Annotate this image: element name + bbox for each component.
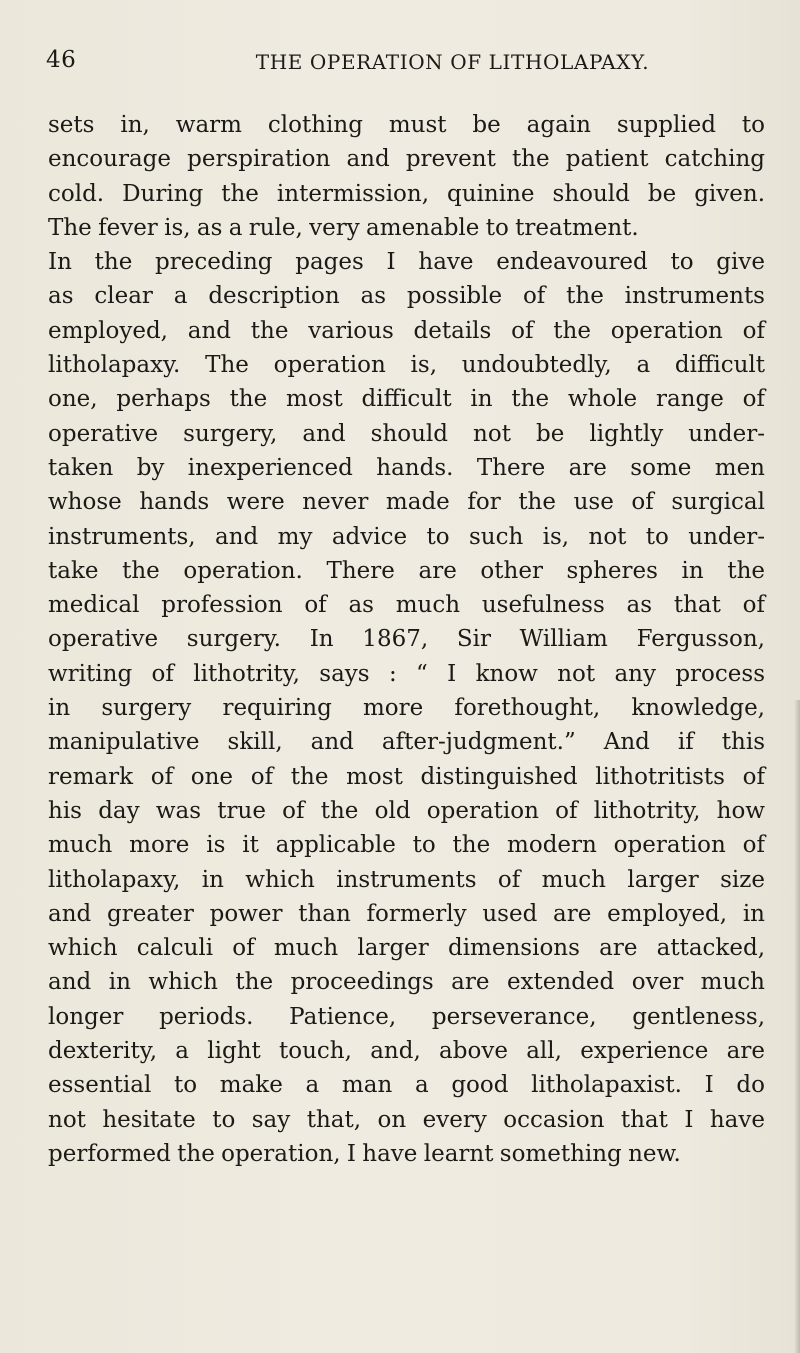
text-line: operative surgery. In 1867, Sir William Fergusson, (48, 626, 765, 653)
text-line: in surgery requiring more forethought, knowledge, (48, 695, 765, 722)
text-line: operative surgery, and should not be lightly under- (48, 420, 765, 447)
running-title: THE OPERATION OF LITHOLAPAXY. (255, 50, 650, 74)
text-line: his day was true of the old operation of lithotrity, how (48, 797, 765, 824)
text-line: medical profession of as much usefulness as that of (48, 592, 765, 619)
page-number: 46 (46, 47, 77, 73)
text-line: manipulative skill, and after-judgment.” And if this (48, 729, 765, 756)
text-line: instruments, and my advice to such is, not to under- (48, 523, 765, 550)
text-line: much more is it applicable to the modern operation of (48, 832, 765, 859)
text-line: sets in, warm clothing must be again supplied to (48, 112, 765, 138)
text-line: not hesitate to say that, on every occasion that I have (48, 1106, 765, 1133)
text-line: cold. During the intermission, quinine should be given. (48, 180, 765, 207)
page-edge-shadow (794, 700, 800, 1353)
text-line: In the preceding pages I have endeavoured to give (48, 249, 765, 276)
text-line: litholapaxy, in which instruments of much larger size (48, 866, 765, 893)
text-line: dexterity, a light touch, and, above all, experience are (48, 1038, 765, 1065)
text-line: take the operation. There are other spheres in the (48, 557, 765, 584)
text-line: and in which the proceedings are extended over much (48, 969, 765, 996)
text-line: remark of one of the most distinguished lithotritists of (48, 763, 765, 790)
text-line: as clear a description as possible of the instruments (48, 283, 765, 310)
text-line: essential to make a man a good litholapaxist. I do (48, 1072, 765, 1099)
text-line: and greater power than formerly used are employed, in (48, 900, 765, 927)
text-line: longer periods. Patience, perseverance, gentleness, (48, 1003, 765, 1030)
body-text (48, 108, 765, 1171)
text-line: one, perhaps the most difficult in the whole range of (48, 386, 765, 413)
text-line: The fever is, as a rule, very amenable to treatment. (48, 214, 639, 241)
text-line: performed the operation, I have learnt something new. (48, 1140, 681, 1167)
text-line: which calculi of much larger dimensions are attacked, (48, 935, 765, 962)
text-line: litholapaxy. The operation is, undoubtedly, a difficult (48, 352, 765, 379)
text-line: writing of lithotrity, says : “ I know not any process (48, 660, 765, 687)
text-line: taken by inexperienced hands. There are some men (48, 454, 765, 481)
text-line: encourage perspiration and prevent the patient catching (48, 146, 765, 173)
text-line: whose hands were never made for the use of surgical (48, 489, 765, 516)
text-line: employed, and the various details of the operation of (48, 317, 765, 344)
